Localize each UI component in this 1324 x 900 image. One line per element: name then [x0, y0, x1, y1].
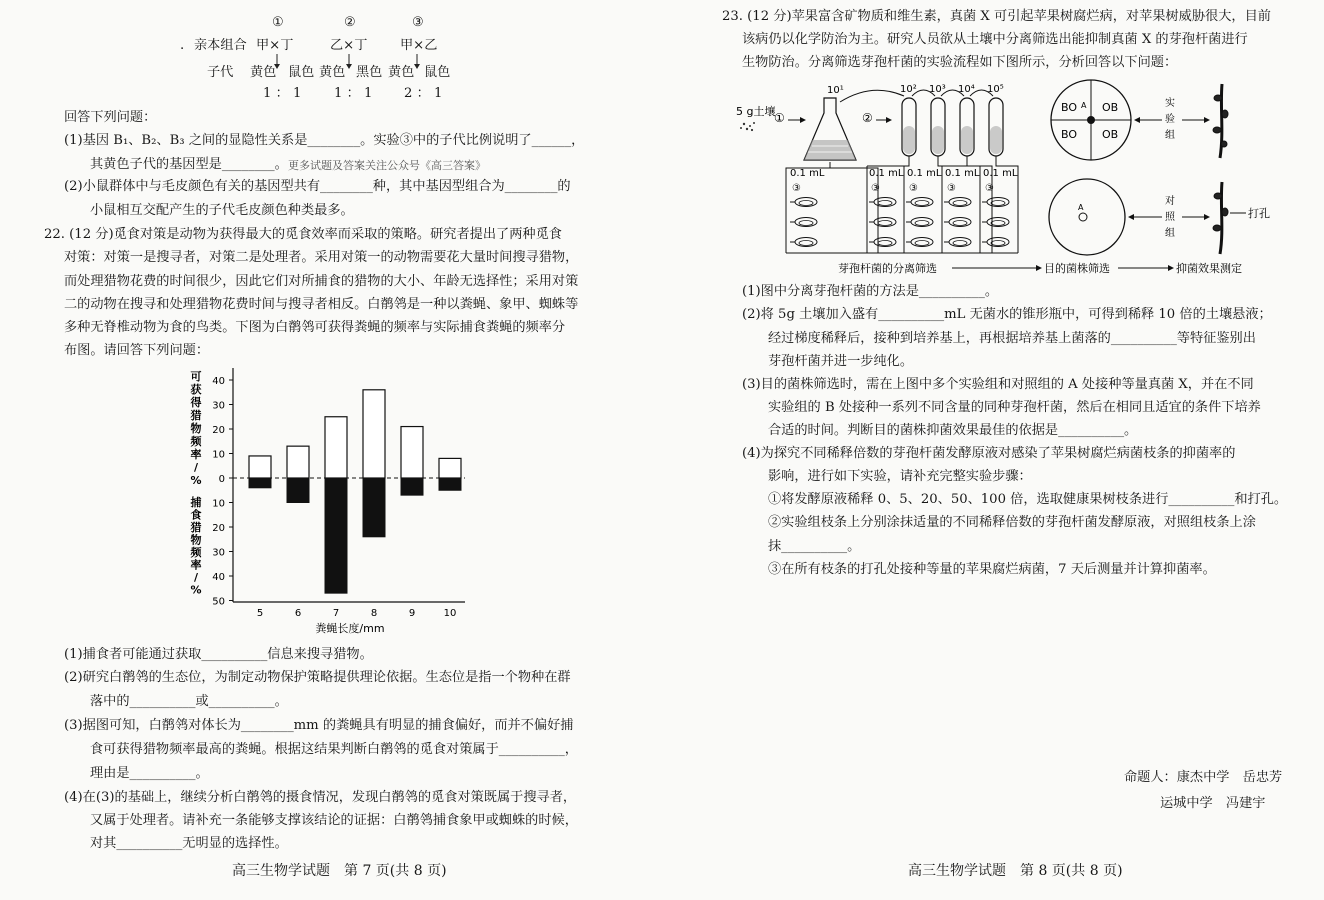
plate-label-ob2: OB — [1102, 128, 1119, 141]
transfer-arrow — [840, 90, 904, 102]
q23-step-3: ③在所有枝条的打孔处接种等量的苹果腐烂病菌，7 天后测量并计算抑菌率。 — [768, 562, 1216, 577]
y-label-char: 可 — [190, 370, 202, 383]
q23-q2c: 芽孢杆菌并进一步纯化。 — [768, 354, 914, 369]
q23-q1: (1)图中分离芽孢杆菌的方法是__________。 — [742, 284, 999, 299]
y-label-char: % — [190, 583, 202, 597]
q23-step-2a: ②实验组枝条上分别涂抹适量的不同稀释倍数的芽孢杆菌发酵原液，对照组枝条上涂 — [768, 515, 1256, 530]
bar-captured-9 — [401, 478, 423, 495]
plate-label-bo1: BO — [1061, 101, 1078, 114]
plate-label-bo2: BO — [1061, 128, 1078, 141]
q23-q3b: 实验组的 B 处接种一系列不同含量的同种芽孢杆菌，然后在相同且适宜的条件下培养 — [768, 400, 1261, 415]
parent-cross-2: 乙×丁 — [330, 38, 368, 53]
q23-q2a: (2)将 5g 土壤加入盛有__________mL 无菌水的锥形瓶中，可得到稀释 10 倍的土壤悬液； — [742, 307, 1272, 322]
q22-q4b: 又属于处理者。请补充一条能够支撑该结论的证据：白鹡鸰捕食象甲或蜘蛛的时候， — [90, 813, 578, 828]
tube-dilution-label: 10³ — [929, 84, 946, 95]
bar-captured-10 — [439, 478, 461, 490]
q21-line-4: 小鼠相互交配产生的子代毛皮颜色种类最多。 — [90, 203, 354, 218]
author-line-1: 命题人：康杰中学 岳忠芳 — [1124, 770, 1283, 785]
q22-line-5: 多种无脊椎动物为食的鸟类。下图为白鹡鸰可获得粪蝇的频率与实际捕食粪蝇的频率分 — [64, 320, 566, 335]
branch-exp-icon — [1213, 84, 1228, 158]
bar-available-8 — [363, 390, 385, 478]
step-3-label-5: ③ — [985, 183, 994, 194]
offspring-6: 鼠色 — [424, 65, 451, 80]
page-8 — [662, 0, 1324, 900]
q22-q3a: (3)据图可知，白鹡鸰对体长为________mm 的粪蝇具有明显的捕食偏好，而并不偏好捕 — [64, 718, 574, 733]
soil-dots-icon — [740, 122, 755, 131]
y-label-char: 率 — [190, 448, 202, 461]
ctrl-group-label-2: 照 — [1165, 212, 1175, 223]
plate-label-a: A — [1081, 101, 1087, 110]
y-tick-label: 40 — [212, 572, 225, 583]
q23-q3c: 合适的时间。判断目的菌株抑菌效果最佳的依据是__________。 — [768, 423, 1138, 438]
q22-q2b: 落中的__________或__________。 — [90, 694, 288, 709]
y-label-char: 得 — [190, 396, 202, 409]
bar-available-7 — [325, 417, 347, 478]
q23-step-1: ①将发酵原液稀释 0、5、20、50、100 倍，选取健康果树枝条进行__________和打孔。 — [768, 492, 1288, 507]
vol-label-3: 0.1 mL — [907, 168, 942, 179]
offspring-label: 子代 — [207, 65, 234, 80]
vol-label-4: 0.1 mL — [945, 168, 980, 179]
cross-arrows — [0, 0, 662, 100]
q23-q2b: 经过梯度稀释后，接种到培养基上，再根据培养基上菌落的__________等特征鉴别出 — [768, 331, 1256, 346]
stage-3-label: 抑菌效果测定 — [1176, 262, 1242, 275]
y-tick-label: 20 — [212, 425, 225, 436]
q23-q3a: (3)目的菌株筛选时，需在上图中多个实验组和对照组的 A 处接种等量真菌 X，并在不同 — [742, 377, 1254, 392]
q23-line-2: 该病仍以化学防治为主。研究人员欲从土壤中分离筛选出能抑制真菌 X 的芽孢杆菌进行 — [742, 32, 1248, 47]
y-tick-label: 50 — [212, 596, 225, 608]
q22-q3c: 理由是__________。 — [90, 766, 209, 781]
cross-num-2: ② — [344, 15, 356, 30]
offspring-3: 黄色 — [319, 65, 346, 80]
bar-available-5 — [249, 456, 271, 478]
ctrl-group-label-3: 组 — [1165, 228, 1175, 239]
q22-q2a: (2)研究白鹡鸰的生态位，为制定动物保护策略提供理论依据。生态位是指一个物种在群 — [64, 670, 571, 685]
q23-line-3: 生物防治。分离筛选芽孢杆菌的实验流程如下图所示，分析回答以下问题： — [742, 55, 1178, 70]
q21-line-3: (2)小鼠群体中与毛皮颜色有关的基因型共有________种，其中基因型组合为________的 — [64, 179, 571, 194]
stage-2-label: 目的菌株筛选 — [1044, 262, 1110, 275]
y-tick-label: 0 — [218, 474, 225, 485]
y-label-char: % — [190, 474, 202, 487]
step-3-label-2: ③ — [871, 183, 880, 194]
ctrl-group-label-1: 对 — [1165, 196, 1175, 207]
exp-group-label-3: 组 — [1165, 130, 1175, 141]
y-label-char: 捕 — [190, 496, 202, 509]
x-tick-label: 7 — [332, 608, 340, 619]
vol-label-1: 0.1 mL — [790, 168, 825, 179]
q21-line-2: 其黄色子代的基因型是________。 — [90, 157, 288, 172]
q22-q1: (1)捕食者可能通过获取__________信息来搜寻猎物。 — [64, 647, 373, 662]
page-7: ① ② ③ . 亲本组合 甲×丁 乙×丁 甲×乙 子代 黄色 鼠色 黄色 黑色 黄色 鼠色 1 ： 1 1 ： 1 2 ： 1 回答下列问题： (1)基因 B₁、B₂、B₃ 之间的显隐性关系是________。实验③中的子代比例说明了______， 其黄色子代的基因型是________。 更多试题及答案关注公众号《高三答案》 (2)小鼠群体中与毛皮颜色有关的基因型共有________种，其中基因型组合为________的 小鼠相互交配产生的子代毛皮颜色种类最多。 22. (12 分)觅食对策是动物为获得最大的觅食效率而采取的策略。研究者提出了两种觅食 对策：对策一是搜寻者，对策二是处理者。采用对策一的动物需要花大量时间搜寻猎物， 而处理猎物花费的时间很少，因此它们对所捕食的猎物的大小、年龄无选择性；采用对策 二的动物在搜寻和处理猎物花费时间与搜寻者相反。白鹡鸰是一种以粪蝇、象甲、蜘蛛等 多种无脊椎动物为食的鸟类。下图为白鹡鸰可获得粪蝇的频率与实际捕食粪蝇的频率分 布图。请回答下列问题： 可 获 得 猎 物 频 率 / % 捕 食 猎 物 频 率 / % 40 30 20 10 0 10 20 30 40 50 5 6 7 8 9 10 粪蝇长度/mm (1)捕食者可能通过获取__________信息来搜寻猎物。 (2)研究白鹡鸰的生态位，为制定动物保护策略提供理论依据。生态位是指一个物种在群 落中的__________或__________。 (3)据图可知，白鹡鸰对体长为________mm 的粪蝇具有明显的捕食偏好，而并不偏好捕 食可获得猎物频率最高的粪蝇。根据这结果判断白鹡鸰的觅食对策属于__________， 理由是__________。 (4)在(3)的基础上，继续分析白鹡鸰的摄食情况，发现白鹡鸰的觅食对策既属于搜寻者， 又属于处理者。请补充一条能够支撑该结论的证据：白鹡鸰捕食象甲或蜘蛛的时候， 对其__________无明显的选择性。 高三生物学试题 第 7 页(共 8 页) — [0, 0, 662, 900]
y-tick-label: 10 — [212, 498, 225, 510]
q22-line-4: 二的动物在搜寻和处理猎物花费时间与搜寻者相反。白鹡鸰是一种以粪蝇、象甲、蜘蛛等 — [64, 297, 579, 312]
y-label-char: / — [193, 571, 199, 584]
bar-available-6 — [287, 446, 309, 478]
q23-line-1: 23. (12 分)苹果富含矿物质和维生素，真菌 X 可引起苹果树腐烂病，对苹果树威胁很大，目前 — [722, 9, 1271, 24]
bar-captured-7 — [325, 478, 347, 593]
ratio-2: 1 ： 1 — [334, 86, 373, 101]
x-tick-label: 5 — [256, 608, 264, 619]
q21-intro: 回答下列问题： — [64, 110, 157, 125]
petri-dishes — [790, 198, 1009, 247]
parent-cross-3: 甲×乙 — [400, 38, 438, 53]
author-line-2: 运城中学 冯建宇 — [1160, 796, 1266, 811]
y-label-char: 猎 — [190, 521, 202, 534]
y-label-char: 获 — [190, 383, 202, 396]
q22-q3b: 食可获得猎物频率最高的粪蝇。根据这结果判断白鹡鸰的觅食对策属于__________， — [90, 742, 578, 757]
ratio-1: 1 ： 1 — [263, 86, 302, 101]
y-tick-label: 30 — [212, 400, 225, 412]
q21-line-1: (1)基因 B₁、B₂、B₃ 之间的显隐性关系是________。实验③中的子代比例说明了______， — [64, 133, 585, 148]
plate-label-ob1: OB — [1102, 101, 1119, 114]
q22-line-3: 而处理猎物花费的时间很少，因此它们对所捕食的猎物的大小、年龄无选择性；采用对策 — [64, 274, 579, 289]
cross-num-3: ③ — [412, 15, 424, 30]
y-axis-label-top — [190, 369, 203, 487]
step-3-label-1: ③ — [792, 183, 801, 194]
y-label-char: 物 — [190, 533, 202, 547]
y-tick-label: 20 — [212, 523, 225, 534]
dilution-10-1: 10¹ — [827, 85, 844, 96]
x-tick-label: 6 — [294, 608, 302, 619]
y-axis-label-bottom — [190, 495, 203, 597]
bar-available-9 — [401, 427, 423, 478]
x-axis-label: 粪蝇长度/mm — [315, 622, 385, 635]
watermark-text: 更多试题及答案关注公众号《高三答案》 — [288, 159, 486, 172]
offspring-4: 黑色 — [356, 65, 383, 80]
y-tick-label: 10 — [212, 449, 225, 461]
stage-1-label: 芽孢杆菌的分离筛选 — [838, 262, 937, 275]
tube-dilution-label: 10⁴ — [958, 84, 975, 95]
screening-flow-diagram — [662, 78, 1324, 278]
offspring-1: 黄色 — [250, 65, 277, 80]
q23-q4b: 影响，进行如下实验，请补充完整实验步骤： — [768, 469, 1032, 484]
y-label-char: 率 — [190, 558, 202, 572]
q22-line-6: 布图。请回答下列问题： — [64, 343, 210, 358]
offspring-2: 鼠色 — [288, 65, 315, 80]
y-tick-label: 40 — [212, 376, 225, 387]
tube-dilution-label: 10² — [900, 84, 917, 95]
tube-dilution-label: 10⁵ — [987, 84, 1004, 95]
y-label-char: 频 — [190, 435, 202, 448]
y-label-char: 食 — [190, 508, 202, 522]
q22-line-1: 22. (12 分)觅食对策是动物为获得最大的觅食效率而采取的策略。研究者提出了两种觅食 — [44, 227, 562, 242]
branch-ctrl-icon — [1213, 182, 1228, 254]
step-1-label: ① — [774, 111, 785, 125]
vol-label-2: 0.1 mL — [869, 168, 904, 179]
soil-label: 5 g土壤 — [736, 105, 776, 118]
footer-page-7: 高三生物学试题 第 7 页(共 8 页) — [232, 863, 447, 879]
y-label-char: / — [193, 461, 199, 474]
x-tick-label: 8 — [370, 608, 378, 619]
step-3-label-3: ③ — [909, 183, 918, 194]
parent-cross-1: 甲×丁 — [256, 38, 294, 53]
parent-label: 亲本组合 — [194, 38, 247, 53]
bar-captured-8 — [363, 478, 385, 537]
x-tick-label: 10 — [443, 608, 457, 619]
q23-step-2b: 抹__________。 — [768, 539, 861, 554]
y-label-char: 频 — [190, 546, 202, 559]
punch-label: 打孔 — [1248, 207, 1270, 220]
y-tick-label: 30 — [212, 547, 225, 559]
q22-line-2: 对策：对策一是搜寻者，对策二是处理者。采用对策一的动物需要花大量时间搜寻猎物， — [64, 250, 579, 265]
cross-num-1: ① — [272, 15, 284, 30]
bar-captured-6 — [287, 478, 309, 503]
footer-page-8: 高三生物学试题 第 8 页(共 8 页) — [908, 863, 1123, 879]
ctrl-plate-label-a: A — [1078, 203, 1084, 212]
exp-group-label-1: 实 — [1165, 98, 1175, 109]
y-label-char: 猎 — [190, 409, 202, 422]
step-2-label: ② — [862, 111, 873, 125]
y-label-char: 物 — [190, 422, 202, 435]
exp-group-label-2: 验 — [1165, 114, 1175, 125]
vol-label-5: 0.1 mL — [983, 168, 1018, 179]
q23-q4a: (4)为探究不同稀释倍数的芽孢杆菌发酵原液对感染了苹果树腐烂病菌枝条的抑菌率的 — [742, 446, 1236, 461]
x-tick-label: 9 — [408, 608, 416, 619]
step-3-label-4: ③ — [947, 183, 956, 194]
foraging-chart — [180, 360, 480, 642]
q22-q4c: 对其__________无明显的选择性。 — [90, 836, 288, 851]
ratio-3: 2 ： 1 — [404, 86, 443, 101]
bar-available-10 — [439, 458, 461, 478]
bar-captured-5 — [249, 478, 271, 488]
offspring-5: 黄色 — [388, 65, 415, 80]
q22-q4a: (4)在(3)的基础上，继续分析白鹡鸰的摄食情况，发现白鹡鸰的觅食对策既属于搜寻者， — [64, 790, 577, 805]
